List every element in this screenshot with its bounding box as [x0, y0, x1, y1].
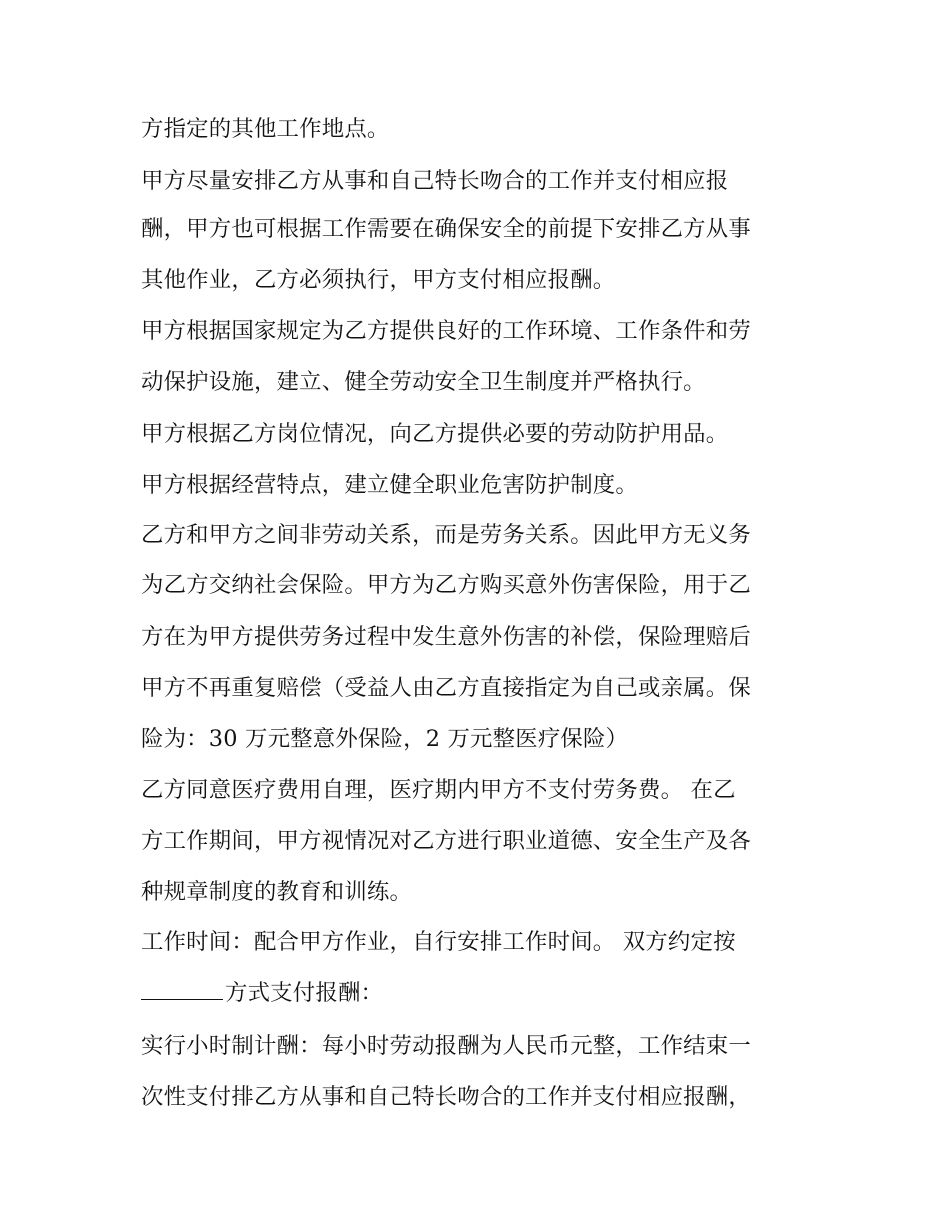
- text-line: 乙方和甲方之间非劳动关系，而是劳务关系。因此甲方无义务: [141, 522, 751, 548]
- blank-line-text: 方式支付报酬：: [225, 980, 384, 1006]
- text-line: 方工作期间，甲方视情况对乙方进行职业道德、安全生产及各: [141, 828, 751, 854]
- text-line: 其他作业，乙方必须执行，甲方支付相应报酬。: [141, 267, 616, 293]
- text-line: 方指定的其他工作地点。: [141, 116, 390, 142]
- text-line: 动保护设施，建立、健全劳动安全卫生制度并严格执行。: [141, 369, 706, 395]
- text-line: 酬，甲方也可根据工作需要在确保安全的前提下安排乙方从事: [141, 216, 751, 242]
- text-line: 种规章制度的教育和训练。: [141, 879, 413, 905]
- text-line: 次性支付排乙方从事和自己特长吻合的工作并支付相应报酬，: [141, 1084, 751, 1110]
- text-line: 方在为甲方提供劳务过程中发生意外伤害的补偿，保险理赔后: [141, 624, 751, 650]
- fill-in-blank: [141, 977, 223, 1000]
- text-line: 甲方尽量安排乙方从事和自己特长吻合的工作并支付相应报: [141, 168, 729, 194]
- text-line-with-blank: [141, 977, 383, 1009]
- text-line: 甲方不再重复赔偿（受益人由乙方直接指定为自己或亲属。保: [141, 675, 751, 701]
- text-line: 险为：30 万元整意外保险，2 万元整医疗保险）: [141, 726, 629, 752]
- text-line: 甲方根据经营特点，建立健全职业危害防护制度。: [141, 472, 638, 498]
- text-line: 工作时间：配合甲方作业，自行安排工作时间。 双方约定按: [141, 929, 736, 955]
- text-line: 甲方根据国家规定为乙方提供良好的工作环境、工作条件和劳: [141, 318, 751, 344]
- text-line: 为乙方交纳社会保险。甲方为乙方购买意外伤害保险，用于乙: [141, 572, 751, 598]
- text-line: 乙方同意医疗费用自理，医疗期内甲方不支付劳务费。 在乙: [141, 777, 736, 803]
- text-line: 甲方根据乙方岗位情况，向乙方提供必要的劳动防护用品。: [141, 421, 729, 447]
- text-line: 实行小时制计酬：每小时劳动报酬为人民币元整，工作结束一: [141, 1033, 751, 1059]
